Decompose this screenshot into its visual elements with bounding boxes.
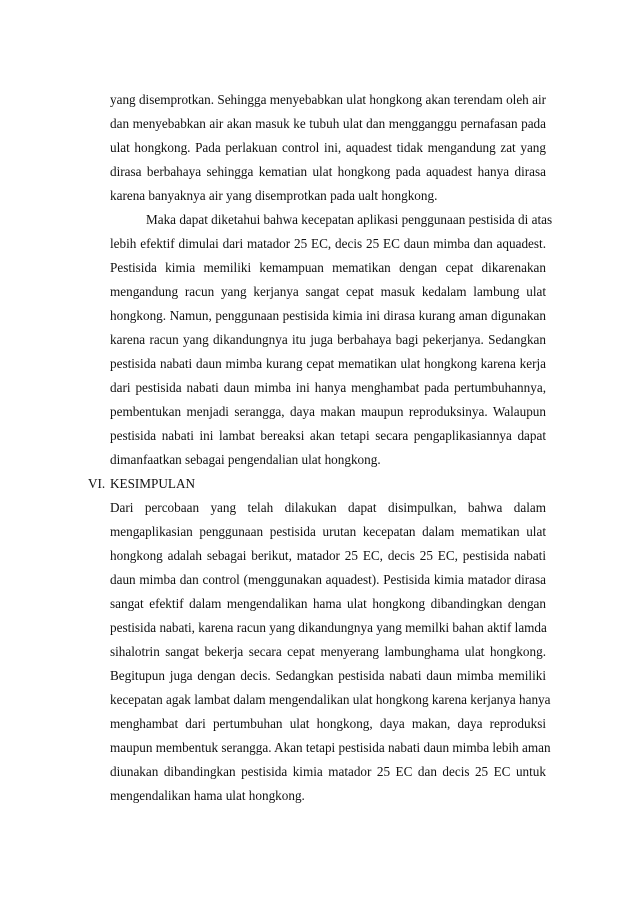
paragraph-2-line: Maka dapat diketahui bahwa kecepatan aplikasi penggunaan pestisida di atas: [146, 212, 553, 227]
paragraph-2-line: hongkong. Namun, penggunaan pestisida kimia ini dirasa kurang aman digunakan: [110, 308, 546, 323]
paragraph-3-line: hongkong adalah sebagai berikut, matador 25 EC, decis 25 EC, pestisida nabati: [110, 548, 546, 563]
paragraph-3-line: maupun membentuk serangga. Akan tetapi pestisida nabati daun mimba lebih aman: [110, 740, 551, 755]
paragraph-2-line: pestisida nabati ini lambat bereaksi akan tetapi secara pengaplikasiannya dapat: [110, 428, 546, 443]
paragraph-2-line: pembentukan menjadi serangga, daya makan maupun reproduksinya. Walaupun: [110, 404, 546, 419]
paragraph-3-line: Begitupun juga dengan decis. Sedangkan pestisida nabati daun mimba memiliki: [110, 668, 546, 683]
paragraph-2-line: lebih efektif dimulai dari matador 25 EC, decis 25 EC daun mimba dan aquadest.: [110, 236, 546, 251]
paragraph-2-line: dimanfaatkan sebagai pengendalian ulat hongkong.: [110, 452, 381, 467]
paragraph-3-line: mengaplikasian penggunaan pestisida urutan kecepatan dalam mematikan ulat: [110, 524, 546, 539]
paragraph-3-line: pestisida nabati, karena racun yang dikandungnya yang memilki bahan aktif lamda: [110, 620, 547, 635]
paragraph-3-line: sangat efektif dalam mengendalikan hama ulat hongkong dibandingkan dengan: [110, 596, 546, 611]
section-title: KESIMPULAN: [110, 476, 195, 491]
paragraph-2-line: Pestisida kimia memiliki kemampuan mematikan dengan cepat dikarenakan: [110, 260, 546, 275]
paragraph-3-line: diunakan dibandingkan pestisida kimia matador 25 EC dan decis 25 EC untuk: [110, 764, 546, 779]
paragraph-1-line: karena banyaknya air yang disemprotkan pada ualt hongkong.: [110, 188, 438, 203]
paragraph-3-line: sihalotrin sangat bekerja secara cepat menyerang lambunghama ulat hongkong.: [110, 644, 546, 659]
paragraph-1-line: yang disemprotkan. Sehingga menyebabkan ulat hongkong akan terendam oleh air: [110, 92, 546, 107]
paragraph-3-line: daun mimba dan control (menggunakan aquadest). Pestisida kimia matador dirasa: [110, 572, 546, 587]
paragraph-3-line: menghambat dari pertumbuhan ulat hongkong, daya makan, daya reproduksi: [110, 716, 546, 731]
section-number: VI.: [88, 476, 106, 491]
paragraph-2-line: mengandung racun yang kerjanya sangat cepat masuk kedalam lambung ulat: [110, 284, 546, 299]
section-heading: [88, 476, 195, 492]
paragraph-2-line: karena racun yang dikandungnya itu juga berbahaya bagi pekerjanya. Sedangkan: [110, 332, 546, 347]
paragraph-2-line: dari pestisida nabati daun mimba ini hanya menghambat pada pertumbuhannya,: [110, 380, 546, 395]
paragraph-3-line: Dari percobaan yang telah dilakukan dapat disimpulkan, bahwa dalam: [110, 500, 546, 515]
paragraph-3-line: kecepatan agak lambat dalam mengendalikan ulat hongkong karena kerjanya hanya: [110, 692, 551, 707]
paragraph-1-line: ulat hongkong. Pada perlakuan control ini, aquadest tidak mengandung zat yang: [110, 140, 546, 155]
paragraph-1-line: dirasa berbahaya sehingga kematian ulat hongkong pada aquadest hanya dirasa: [110, 164, 546, 179]
paragraph-3-line: mengendalikan hama ulat hongkong.: [110, 788, 305, 803]
paragraph-2-line: pestisida nabati daun mimba kurang cepat mematikan ulat hongkong karena kerja: [110, 356, 546, 371]
paragraph-1-line: dan menyebabkan air akan masuk ke tubuh ulat dan mengganggu pernafasan pada: [110, 116, 546, 131]
